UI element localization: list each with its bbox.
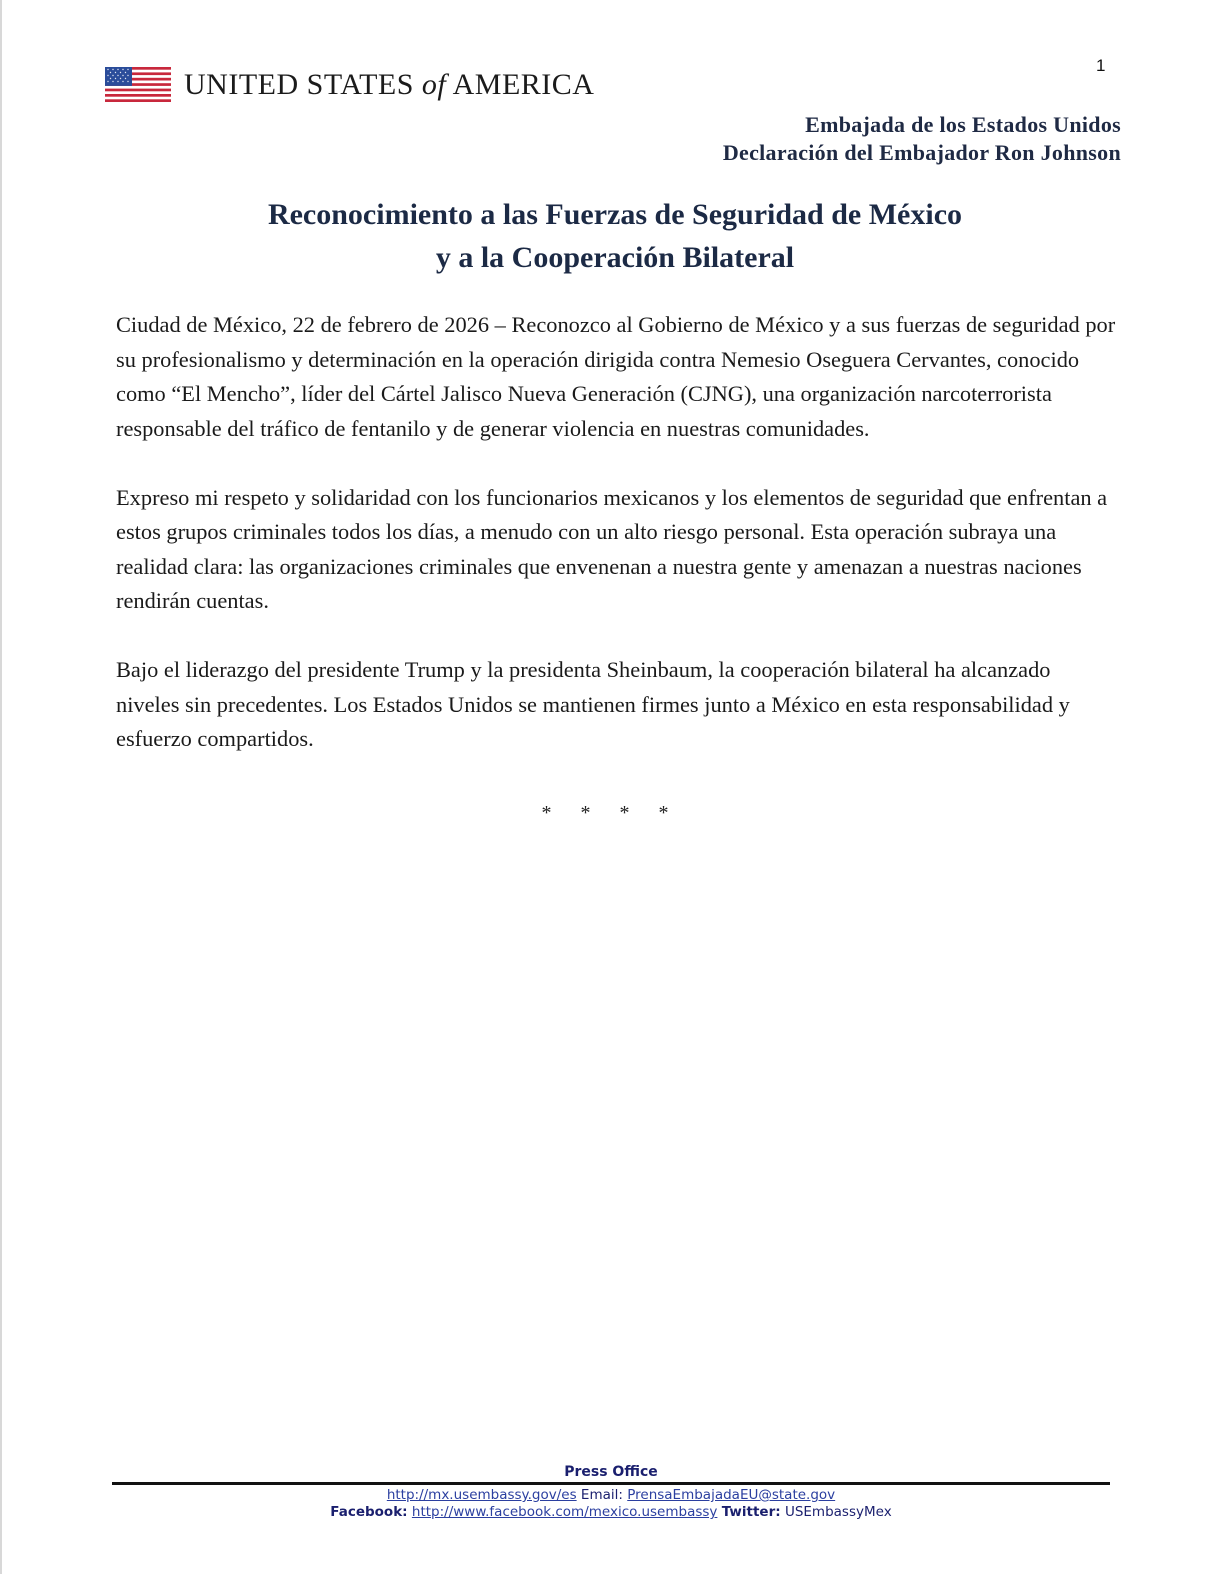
us-logo bbox=[105, 67, 594, 102]
footer-social-line bbox=[112, 1504, 1110, 1521]
embassy-name: Embajada de los Estados Unidos bbox=[805, 112, 1121, 137]
title-line-2: y a la Cooperación Bilateral bbox=[435, 241, 795, 274]
twitter-handle: USEmbassyMex bbox=[784, 1504, 892, 1520]
press-office-footer bbox=[112, 1463, 1110, 1521]
body-paragraph: Bajo el liderazgo del presidente Trump y la presidenta Sheinbaum, la cooperación bilateral ha alcanzado niveles sin precedentes. Los Estados Unidos se mantienen firmes junto a México en esta responsabilidad y esfuerzo compartidos. bbox=[116, 657, 1070, 751]
end-marker: * * * * bbox=[541, 802, 681, 824]
page-number: 1 bbox=[1096, 56, 1106, 75]
issuer-block bbox=[723, 111, 1121, 167]
logo-wordmark bbox=[184, 67, 595, 101]
title-line-1: Reconocimiento a las Fuerzas de Seguridad de México bbox=[267, 198, 963, 231]
document-body bbox=[116, 308, 1116, 791]
facebook-label: Facebook: bbox=[330, 1504, 408, 1520]
document-title bbox=[0, 193, 1222, 279]
footer-heading: Press Office bbox=[564, 1464, 658, 1480]
footer-contact-line bbox=[112, 1487, 1110, 1504]
logo-text-of: of bbox=[421, 67, 447, 101]
us-flag-icon bbox=[105, 67, 171, 102]
logo-text-before: UNITED STATES bbox=[184, 67, 422, 101]
website-link[interactable]: http://mx.usembassy.gov/es bbox=[386, 1487, 577, 1503]
email-link[interactable]: PrensaEmbajadaEU@state.gov bbox=[627, 1487, 836, 1503]
twitter-label: Twitter: bbox=[721, 1504, 781, 1520]
body-paragraph: Ciudad de México, 22 de febrero de 2026 – Reconozco al Gobierno de México y a sus fuerzas de seguridad por su profesionalismo y determinación en la operación dirigida contra Nemesio Oseguera Cervantes, conocido como “El Mencho”, líder del Cártel Jalisco Nueva Generación (CJNG), una organización narcoterrorista responsable del tráfico de fentanilo y de generar violencia en nuestras comunidades. bbox=[116, 312, 1116, 441]
footer-divider bbox=[112, 1482, 1110, 1485]
email-label: Email: bbox=[580, 1487, 623, 1503]
logo-text-after: AMERICA bbox=[446, 67, 595, 101]
body-paragraph: Expreso mi respeto y solidaridad con los funcionarios mexicanos y los elementos de seguridad que enfrentan a estos grupos criminales todos los días, a menudo con un alto riesgo personal. Esta operación subraya una realidad clara: las organizaciones criminales que envenenan a nuestra gente y amenazan a nuestras naciones rendirán cuentas. bbox=[116, 484, 1108, 613]
facebook-link[interactable]: http://www.facebook.com/mexico.usembassy bbox=[411, 1504, 718, 1520]
statement-author: Declaración del Embajador Ron Johnson bbox=[722, 140, 1121, 165]
